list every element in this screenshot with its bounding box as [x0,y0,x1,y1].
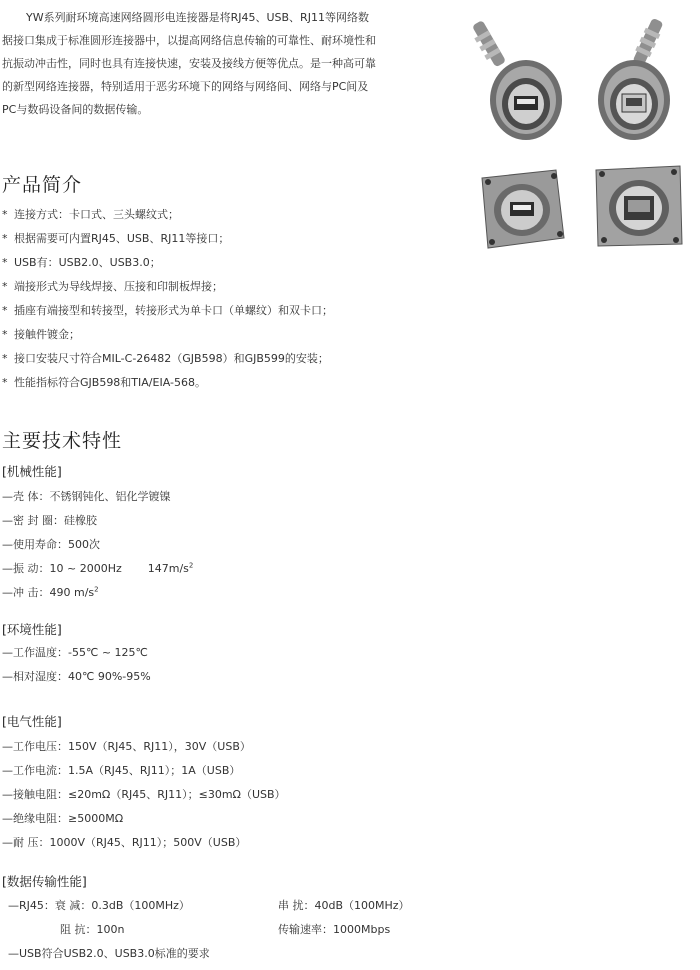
product-photos [468,12,684,248]
list-item: * 连接方式：卡口式、三头螺纹式； [2,208,179,221]
spec-crosstalk: 串 扰：40dB（100MHz） [278,899,410,912]
spec-shell: —壳 体：不锈钢钝化、铝化学镀镍 [2,490,171,503]
tech-features-heading: 主要技术特性 [2,430,123,452]
list-item: * 端接形式为导线焊接、压接和印制板焊接； [2,280,223,293]
spec-transfer-rate: 传输速率：1000Mbps [278,923,391,936]
usb-square-receptacle-image [476,168,566,252]
spec-temperature: —工作温度：-55℃ ~ 125℃ [2,646,148,659]
list-item: * 接触件镀金； [2,328,80,341]
product-intro-heading: 产品简介 [2,174,83,196]
spec-humidity: —相对湿度：40℃ 90%-95% [2,670,151,683]
electrical-section-title: [电气性能] [2,714,62,729]
spec-insulation-resistance: —绝缘电阻：≥5000MΩ [2,812,124,825]
environment-section-title: [环境性能] [2,622,62,637]
intro-paragraph: YW系列耐环境高速网络圆形电连接器是将RJ45、USB、RJ11等网络数据接口集成于标准圆形连接器中，以提高网络信息传输的可靠性、耐环境性和抗振动冲击性，同时也具有连接快速，安装及接线方便等优点。是一种高可靠的新型网络连接器，特别适用于恶劣环境下的网络与网络间、网络与PC间及PC与数码设备间的数据传输。 [2,11,376,116]
spec-voltage: —工作电压：150V（RJ45、RJ11），30V（USB） [2,740,251,753]
spec-contact-resistance: —接触电阻：≤20mΩ（RJ45、RJ11）；≤30mΩ（USB） [2,788,286,801]
list-item: * 性能指标符合GJB598和TIA/EIA-568。 [2,376,206,389]
list-item: * 接口安装尺寸符合MIL-C-26482（GJB598）和GJB599的安装； [2,352,329,365]
spec-current: —工作电流：1.5A（RJ45、RJ11）；1A（USB） [2,764,241,777]
rj45-square-receptacle-image [592,164,684,250]
spec-seal: —密 封 圈：硅橡胶 [2,514,97,527]
feature-list [2,203,422,395]
mechanical-section-title: [机械性能] [2,464,62,479]
rj45-circular-connector-image [586,12,686,142]
spec-impedance: 阻 抗：100n [60,923,125,936]
usb-circular-connector-image [468,12,568,142]
list-item: * USB有：USB2.0、USB3.0； [2,256,161,269]
spec-shock: —冲 击：490 $m/s^2$ [2,585,99,599]
data-section-title: [数据传输性能] [2,874,87,889]
spec-vibration: —振 动：10 ~ 2000Hz $147m/s^2$ [2,561,194,575]
spec-rj45-attenuation: —RJ45：衰 减：0.3dB（100MHz） [8,899,190,912]
spec-usb-standard: —USB符合USB2.0、USB3.0标准的要求 [8,947,210,960]
list-item: * 根据需要可内置RJ45、USB、RJ11等接口； [2,232,230,245]
spec-withstand-voltage: —耐 压：1000V（RJ45、RJ11）；500V（USB） [2,836,247,849]
spec-life: —使用寿命：500次 [2,538,100,551]
list-item: * 插座有端接型和转接型，转接形式为单卡口（单螺纹）和双卡口； [2,304,333,317]
